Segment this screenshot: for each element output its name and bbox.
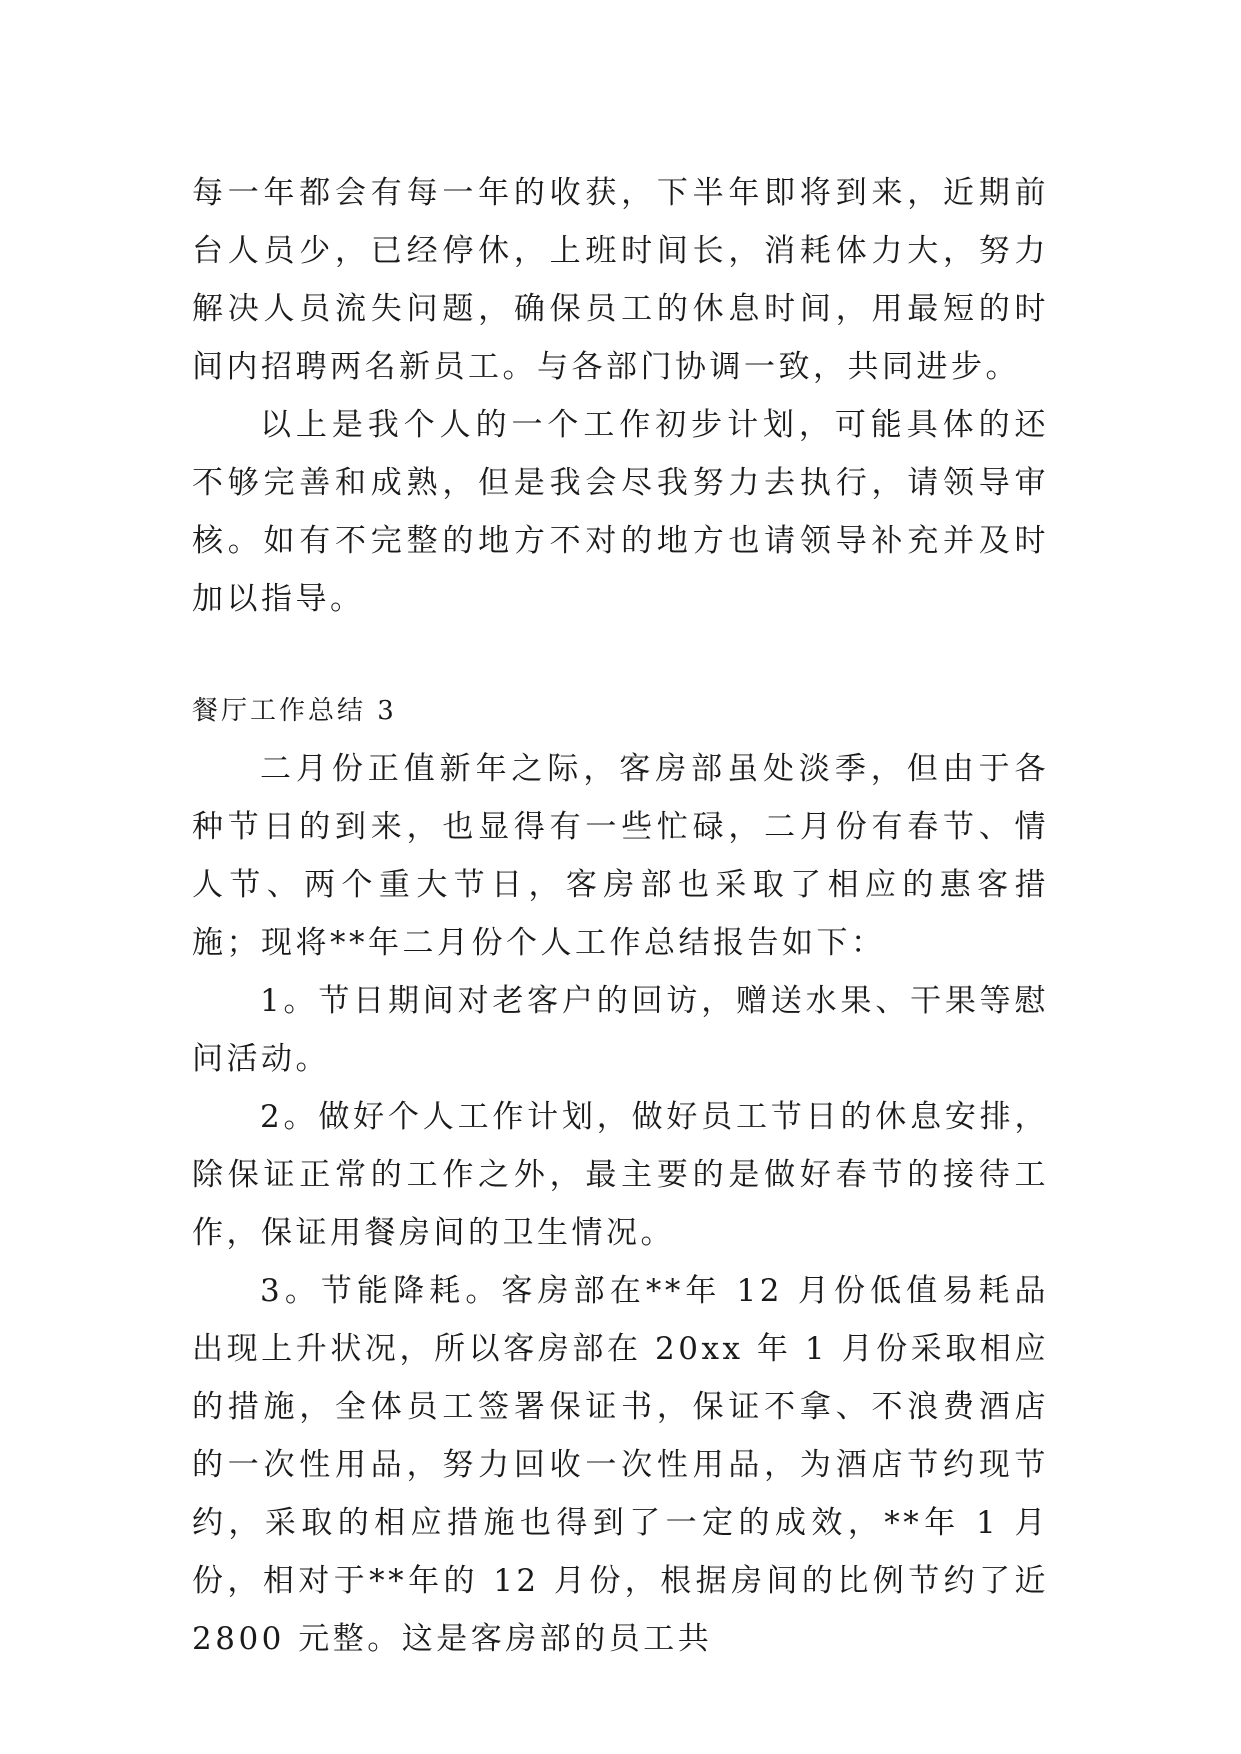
paragraph-item-2: 2。做好个人工作计划，做好员工节日的休息安排，除保证正常的工作之外，最主要的是做好春节的接待工作，保证用餐房间的卫生情况。 [192, 1099, 1049, 1251]
paragraph-item-1: 1。节日期间对老客户的回访，赠送水果、干果等慰问活动。 [192, 983, 1049, 1077]
paragraph-february-intro: 二月份正值新年之际，客房部虽处淡季，但由于各种节日的到来，也显得有一些忙碌，二月份有春节、情人节、两个重大节日，客房部也采取了相应的惠客措施；现将**年二月份个人工作总结报告如下： [192, 751, 1049, 961]
paragraph-harvest: 每一年都会有每一年的收获，下半年即将到来，近期前台人员少，已经停休，上班时间长，消耗体力大，努力解决人员流失问题，确保员工的休息时间，用最短的时间内招聘两名新员工。与各部门协调一致，共同进步。 [192, 175, 1049, 385]
paragraph-plan-summary: 以上是我个人的一个工作初步计划，可能具体的还不够完善和成熟，但是我会尽我努力去执行，请领导审核。如有不完整的地方不对的地方也请领导补充并及时加以指导。 [192, 407, 1049, 617]
section-title: 餐厅工作总结 3 [192, 696, 397, 726]
paragraph-item-3: 3。节能降耗。客房部在**年 12 月份低值易耗品出现上升状况，所以客房部在 20xx 年 1 月份采取相应的措施，全体员工签署保证书，保证不拿、不浪费酒店的一次性用品，努力回收一次性用品，为酒店节约现节约，采取的相应措施也得到了一定的成效，**年 1 月份，相对于**年的 12 月份，根据房间的比例节约了近 2800 元整。这是客房部的员工共 [192, 1273, 1049, 1657]
